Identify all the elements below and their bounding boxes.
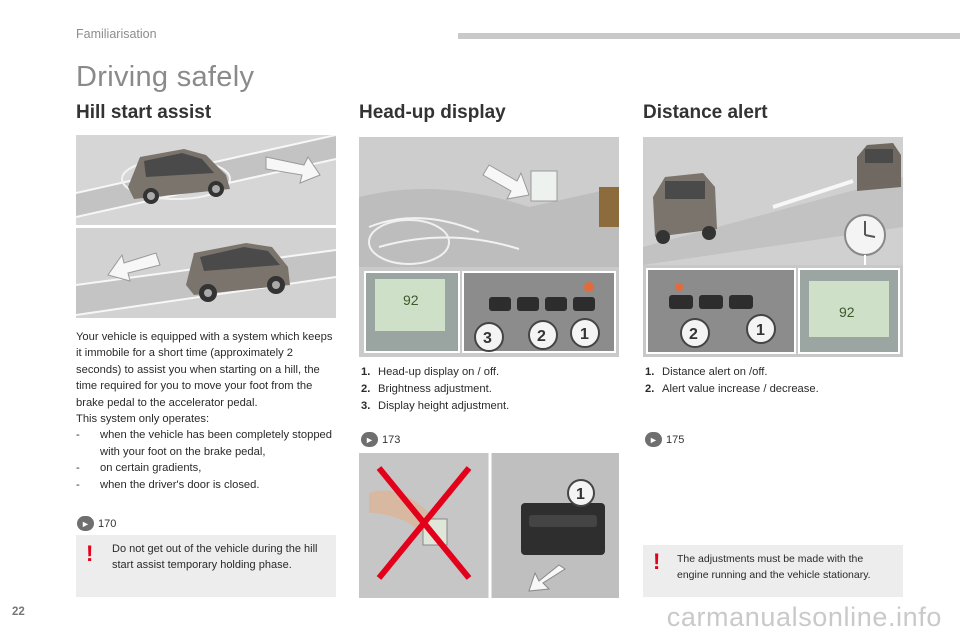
- header-bar: [458, 33, 960, 39]
- page-reference-icon: ►: [77, 516, 94, 531]
- head-up-height-illustration: [359, 453, 619, 598]
- hill-start-illustration: [76, 135, 336, 318]
- condition-item: - when the driver's door is closed.: [76, 478, 260, 491]
- distance-alert-illustration: [643, 137, 903, 357]
- section-label: Familiarisation: [76, 27, 157, 41]
- warning-exclamation-icon: !: [653, 549, 661, 574]
- callout-1: 1: [756, 322, 765, 339]
- head-up-illustration: [359, 137, 619, 357]
- page-number: 22: [12, 606, 25, 618]
- hill-start-intro: Your vehicle is equipped with a system which keeps it immobile for a short time (approximately 2 seconds) to assist you when starting on a hill, the time required for you to move your foot from the brake pedal to the accelerator pedal.: [76, 331, 333, 409]
- list-item: 1. Distance alert on /off.: [645, 366, 768, 378]
- list-item: 2. Alert value increase / decrease.: [645, 383, 819, 395]
- hill-start-title: Hill start assist: [76, 102, 212, 123]
- distance-speed-readout: 92: [839, 304, 855, 320]
- hill-start-operates: This system only operates:: [76, 413, 210, 426]
- distance-alert-warning: ! The adjustments must be made with the engine running and the vehicle stationary.: [643, 545, 903, 597]
- page-title: Driving safely: [76, 61, 255, 93]
- hud-screen-icon: [531, 171, 557, 201]
- callout-2: 2: [689, 326, 698, 343]
- head-up-illustration-svg: [359, 137, 619, 357]
- condition-item: - on certain gradients,: [76, 462, 202, 475]
- head-up-title: Head-up display: [359, 102, 506, 123]
- warning-exclamation-icon: !: [86, 541, 94, 566]
- callout-3: 3: [483, 330, 492, 347]
- car-front-icon: [857, 143, 901, 191]
- condition-item: - when the vehicle has been completely stopped with your foot on the brake pedal,: [76, 429, 332, 458]
- hill-start-warning: ! Do not get out of the vehicle during the hill start assist temporary holding phase.: [76, 535, 336, 597]
- callout-2: 2: [537, 328, 546, 345]
- head-up-list: [361, 364, 616, 415]
- page-reference-icon: ►: [361, 432, 378, 447]
- list-item: 2. Brightness adjustment.: [361, 383, 492, 395]
- distance-alert-page-ref[interactable]: ► 175: [645, 432, 684, 447]
- hill-start-text: [76, 329, 338, 493]
- callout-1-lower: 1: [576, 486, 585, 503]
- list-item: 1. Head-up display on / off.: [361, 366, 500, 378]
- watermark: carmanualsonline.info: [666, 602, 942, 632]
- hud-speed-readout: 92: [403, 292, 419, 308]
- callout-1: 1: [580, 326, 589, 343]
- distance-alert-illustration-svg: [643, 137, 903, 357]
- page-reference-icon: ►: [645, 432, 662, 447]
- distance-alert-title: Distance alert: [643, 102, 768, 123]
- head-up-height-svg: [359, 453, 619, 598]
- distance-alert-list: [645, 364, 900, 398]
- head-up-page-ref[interactable]: ► 173: [361, 432, 400, 447]
- hill-start-page-ref[interactable]: ► 170: [77, 516, 116, 531]
- list-item: 3. Display height adjustment.: [361, 400, 510, 412]
- hill-start-illustration-svg: [76, 135, 336, 318]
